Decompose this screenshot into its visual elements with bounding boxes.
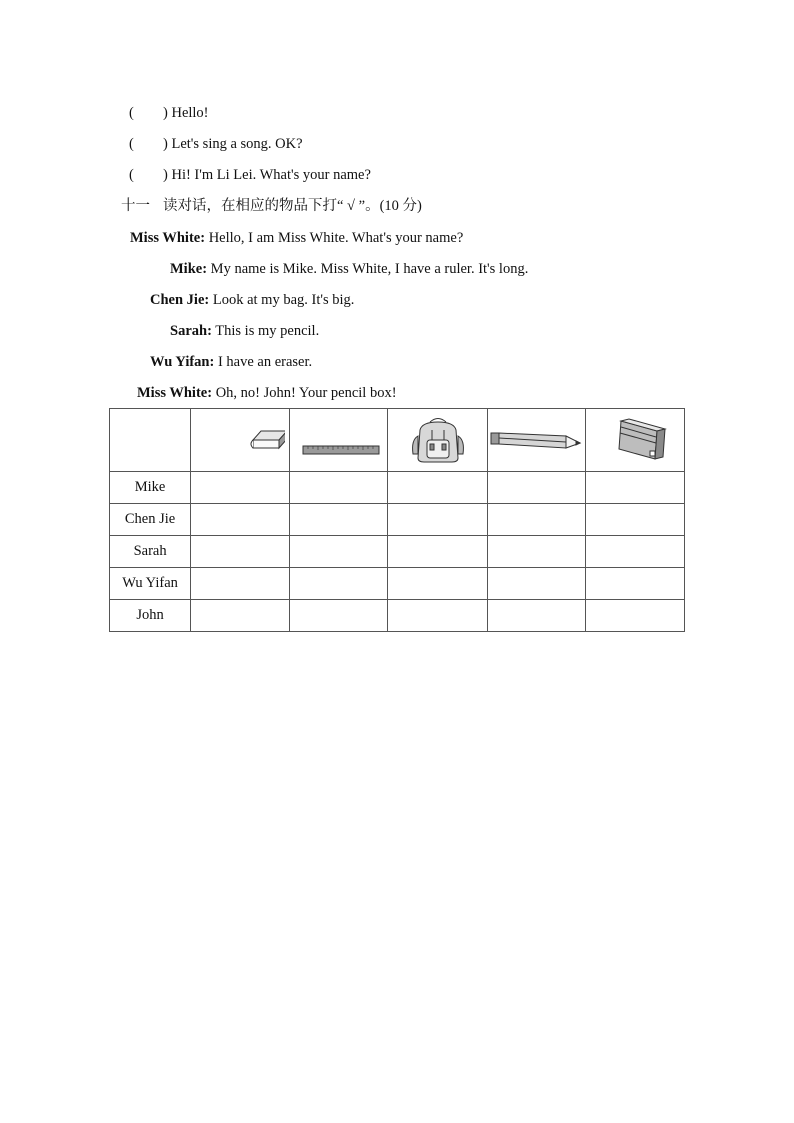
dialogue-text: Look at my bag. It's big. [212, 292, 355, 308]
corner-cell [110, 409, 191, 472]
table-header-row [110, 409, 685, 472]
question-text: Hello! [171, 105, 209, 121]
bag-icon [408, 414, 468, 466]
check-cell[interactable] [388, 568, 487, 600]
check-cell[interactable] [585, 472, 684, 504]
dialogue-line [170, 322, 319, 340]
check-cell[interactable] [191, 536, 290, 568]
check-cell[interactable] [388, 472, 487, 504]
row-name: Chen Jie [110, 504, 191, 536]
table-row [110, 600, 685, 632]
check-cell[interactable] [290, 568, 388, 600]
row-name: Mike [110, 472, 191, 504]
dialogue-line [150, 291, 354, 309]
row-name: John [110, 600, 191, 632]
pencil-icon [488, 420, 584, 460]
speaker-name: Miss White: [137, 385, 213, 401]
check-cell[interactable] [290, 536, 388, 568]
check-cell[interactable] [191, 568, 290, 600]
row-name: Wu Yifan [110, 568, 191, 600]
section-instruction: 读对话，在相应的物品下打“ √ ”。(10 分) [163, 198, 422, 214]
answer-paren-open: ( [129, 136, 134, 152]
check-cell[interactable] [585, 600, 684, 632]
check-cell[interactable] [290, 504, 388, 536]
check-cell[interactable] [487, 504, 585, 536]
check-cell[interactable] [487, 472, 585, 504]
dialogue-text: This is my pencil. [215, 323, 320, 339]
speaker-name: Sarah: [170, 323, 212, 339]
check-cell[interactable] [191, 472, 290, 504]
check-cell[interactable] [487, 536, 585, 568]
section-number: 十一 [121, 198, 150, 214]
dialogue-line [137, 384, 397, 402]
answer-paren-close: ) [163, 105, 168, 121]
pencil-box-icon [595, 415, 675, 465]
table-row [110, 568, 685, 600]
check-cell[interactable] [585, 504, 684, 536]
header-cell-eraser [191, 409, 290, 472]
check-cell[interactable] [191, 600, 290, 632]
answer-paren-close: ) [163, 167, 168, 183]
dialogue-text: I have an eraser. [217, 354, 313, 370]
question-text: Let's sing a song. OK? [171, 136, 303, 152]
check-cell[interactable] [290, 472, 388, 504]
dialogue-text: Hello, I am Miss White. What's your name? [208, 230, 464, 246]
header-cell-pencil [487, 409, 585, 472]
speaker-name: Chen Jie: [150, 292, 210, 308]
header-cell-pencil-box [585, 409, 684, 472]
header-cell-ruler [290, 409, 388, 472]
check-cell[interactable] [290, 600, 388, 632]
eraser-icon [195, 420, 285, 460]
answer-paren-close: ) [163, 136, 168, 152]
answer-table [109, 408, 685, 632]
dialogue-line [130, 229, 463, 247]
answer-paren-open: ( [129, 105, 134, 121]
section-heading [121, 197, 422, 215]
check-cell[interactable] [388, 600, 487, 632]
table-row [110, 472, 685, 504]
speaker-name: Wu Yifan: [150, 354, 215, 370]
question-text: Hi! I'm Li Lei. What's your name? [171, 167, 371, 183]
dialogue-line [150, 353, 312, 371]
check-cell[interactable] [487, 600, 585, 632]
row-name: Sarah [110, 536, 191, 568]
question-3 [129, 166, 371, 184]
speaker-name: Mike: [170, 261, 208, 277]
question-1 [129, 104, 209, 122]
check-cell[interactable] [585, 536, 684, 568]
dialogue-text: Oh, no! John! Your pencil box! [215, 385, 397, 401]
check-cell[interactable] [388, 536, 487, 568]
question-2 [129, 135, 303, 153]
check-cell[interactable] [388, 504, 487, 536]
ruler-icon [294, 420, 384, 460]
dialogue-text: My name is Mike. Miss White, I have a ruler. It's long. [210, 261, 529, 277]
check-cell[interactable] [585, 568, 684, 600]
table-row [110, 536, 685, 568]
check-cell[interactable] [191, 504, 290, 536]
header-cell-bag [388, 409, 487, 472]
answer-paren-open: ( [129, 167, 134, 183]
dialogue-line [170, 260, 528, 278]
table-row [110, 504, 685, 536]
speaker-name: Miss White: [130, 230, 206, 246]
check-cell[interactable] [487, 568, 585, 600]
